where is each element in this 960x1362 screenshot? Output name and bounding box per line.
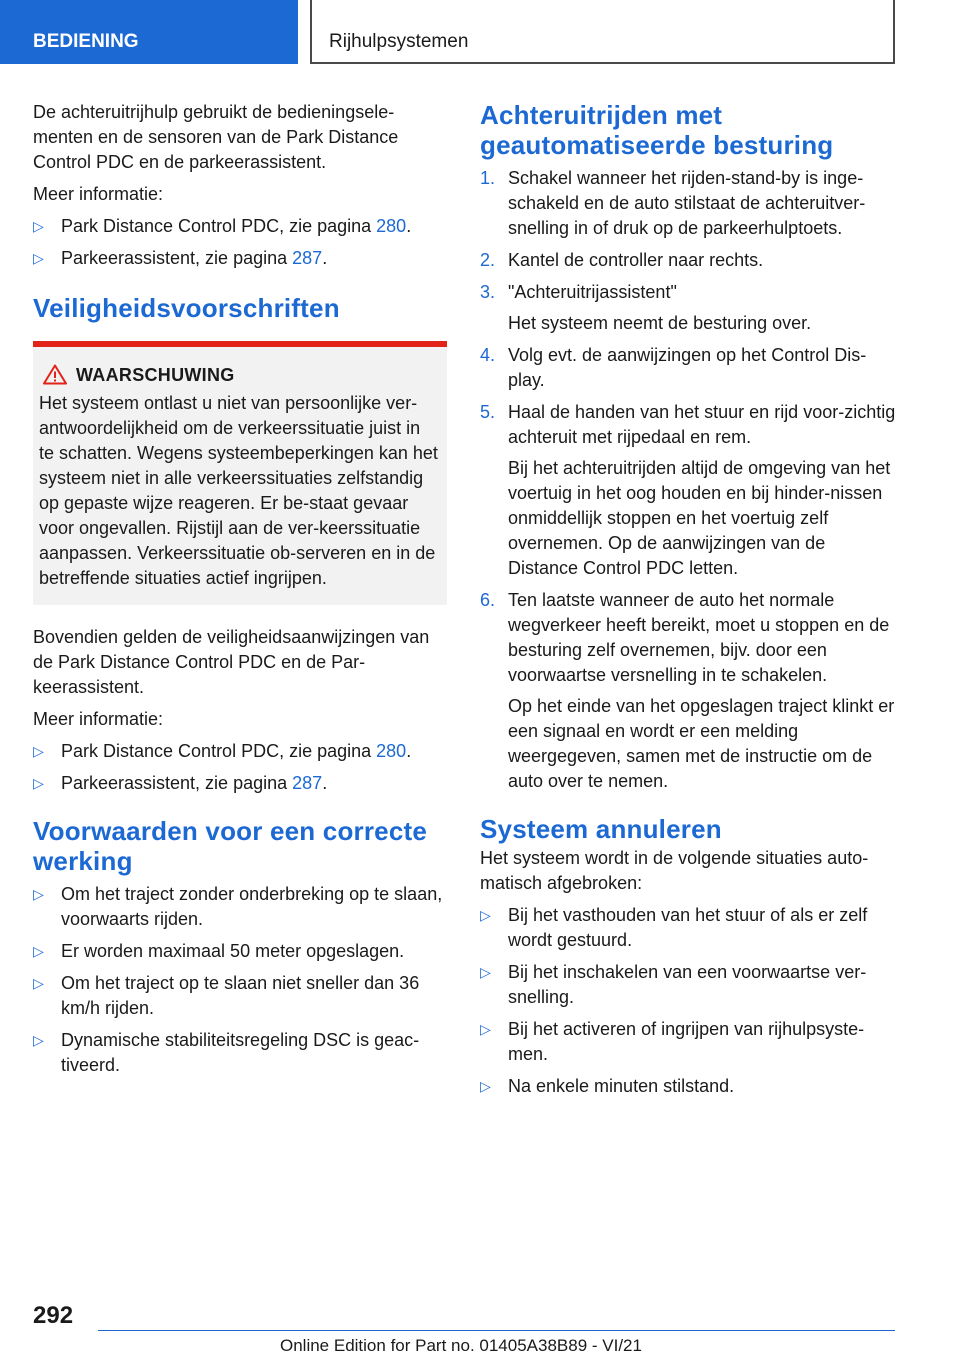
auto-reverse-heading: Achteruitrijden met geautomatiseerde besturing [480,100,834,160]
step-note: Bij het achteruitrijden altijd de omgeving van het voertuig in het oog houden en bij hinder-nissen onmiddellijk stoppen en het voertuig zelf overnemen. Op de aanwijzingen van de Distance Control PDC letten. [508,458,891,578]
list-item: ▷ Bij het inschakelen van een voorwaartse ver-snelling. [480,962,867,1007]
warning-box [33,341,447,605]
more-info-label: Meer informatie: [33,709,164,729]
triangle-bullet-icon: ▷ [33,218,44,234]
step-note: Het systeem neemt de besturing over. [508,313,812,333]
step-note: Op het einde van het opgeslagen traject klinkt er een signaal en wordt er een melding weergegeven, samen met de instructie om de auto over te nemen. [508,696,895,791]
warning-title: WAARSCHUWING [39,363,439,387]
reference-list [33,739,447,796]
triangle-bullet-icon: ▷ [33,250,44,266]
left-column [33,100,447,1085]
warning-text: Het systeem ontlast u niet van persoonlijke ver-antwoordelijkheid om de verkeerssituatie juist in te schatten. Wegens systeembeperkingen kan het systeem niet in alle verkeerssituaties zelfstandig op gepaste wijze reageren. Er be-staat gevaar voor ongevallen. Rijstijl aan de ver-keerssituatie aanpassen. Verkeerssituatie ob-serveren en in de betreffende situaties actief ingrijpen. [39,393,438,588]
list-item: ▷ Bij het activeren of ingrijpen van rijhulpsyste-men. [480,1019,865,1064]
step-number: 4. [480,345,496,365]
conditions-heading: Voorwaarden voor een correcte werking [33,816,428,876]
page-link[interactable]: 287 [292,773,323,793]
step-number: 5. [480,402,496,422]
steps-list [480,166,898,794]
step-number: 6. [480,590,496,610]
page-link[interactable]: 280 [376,741,407,761]
step-item: 2. Kantel de controller naar rechts. [480,248,898,273]
reference-list [33,214,447,271]
cancel-list [480,903,898,1099]
step-number: 2. [480,250,496,270]
warning-triangle-icon [43,364,67,385]
triangle-bullet-icon: ▷ [480,907,491,923]
chapter-tab [310,0,895,64]
page-number: 292 [33,1302,74,1329]
step-item: 3. "Achteruitrijassistent" Het systeem neemt de besturing over. [480,280,898,336]
step-item: 4. Volg evt. de aanwijzingen op het Control Dis-play. [480,345,867,390]
footer-divider [98,1330,895,1331]
right-column [480,100,898,1106]
step-item: 5. Haal de handen van het stuur en rijd voor-zichtig achteruit met rijpedaal en rem. Bij het achteruitrijden altijd de omgeving van het voertuig in het oog houden en bij hinder-nissen onmiddellijk stoppen en het voertuig zelf overnemen. Op de aanwijzingen van de Distance Control PDC letten. [480,400,898,581]
safety-paragraph: Bovendien gelden de veiligheidsaanwijzingen van de Park Distance Control PDC en de Par-keerassistent. [33,627,430,697]
triangle-bullet-icon: ▷ [480,964,491,980]
list-item: ▷ Park Distance Control PDC, zie pagina 280. [33,739,447,764]
intro-paragraph: De achteruitrijhulp gebruikt de bedieningsele-menten en de sensoren van de Park Distance Control PDC en de parkeerassistent. [33,102,399,172]
list-item: ▷ Na enkele minuten stilstand. [480,1074,898,1099]
edition-label: Online Edition for Part no. 01405A38B89 - VI/21 [280,1336,642,1355]
conditions-list [33,882,447,1078]
more-info-label: Meer informatie: [33,184,164,204]
cancel-intro: Het systeem wordt in de volgende situaties auto-matisch afgebroken: [480,848,869,893]
list-item: ▷ Parkeerassistent, zie pagina 287. [33,246,447,271]
section-tab [0,0,298,64]
triangle-bullet-icon: ▷ [33,775,44,791]
page-link[interactable]: 287 [292,248,323,268]
chapter-title: Rijhulpsystemen [329,31,469,52]
list-item: ▷ Er worden maximaal 50 meter opgeslagen. [33,939,447,964]
page-link[interactable]: 280 [376,216,407,236]
step-item: 6. Ten laatste wanneer de auto het normale wegverkeer heeft bereikt, moet u stoppen en de besturing zelf overnemen, bijv. door een voorwaartse versnelling in te schakelen. Op het einde van het opgeslagen traject klinkt er een signaal en wordt er een melding weergegeven, samen met de instructie om de auto over te nemen. [480,588,898,794]
triangle-bullet-icon: ▷ [33,943,44,959]
list-item: ▷ Parkeerassistent, zie pagina 287. [33,771,447,796]
safety-heading: Veiligheidsvoorschriften [33,293,340,323]
list-item: ▷ Dynamische stabiliteitsregeling DSC is geac-tiveerd. [33,1030,420,1075]
list-item: ▷ Park Distance Control PDC, zie pagina 280. [33,214,447,239]
step-number: 3. [480,282,496,302]
triangle-bullet-icon: ▷ [33,975,44,991]
triangle-bullet-icon: ▷ [33,886,44,902]
list-item: ▷ Om het traject zonder onderbreking op te slaan, voorwaarts rijden. [33,884,443,929]
cancel-heading: Systeem annuleren [480,814,722,844]
list-item: ▷ Om het traject op te slaan niet sneller dan 36 km/h rijden. [33,973,420,1018]
triangle-bullet-icon: ▷ [480,1078,491,1094]
triangle-bullet-icon: ▷ [33,1032,44,1048]
list-item: ▷ Bij het vasthouden van het stuur of als er zelf wordt gestuurd. [480,905,868,950]
triangle-bullet-icon: ▷ [480,1021,491,1037]
step-item: 1. Schakel wanneer het rijden-stand-by is inge-schakeld en de auto stilstaat de achteruitver-snelling in of druk op de parkeerhulptoets. [480,168,866,238]
triangle-bullet-icon: ▷ [33,743,44,759]
section-title: BEDIENING [33,31,139,52]
step-number: 1. [480,168,496,188]
